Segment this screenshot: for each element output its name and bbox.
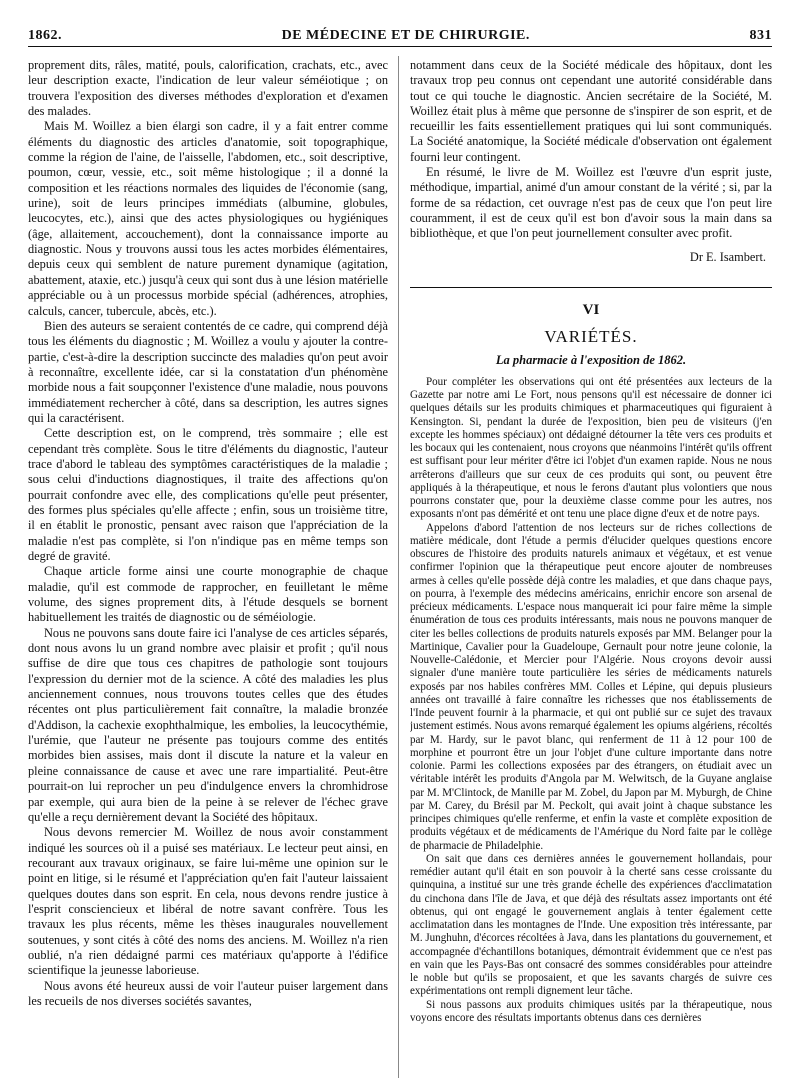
article-subheading: La pharmacie à l'exposition de 1862.	[495, 352, 687, 367]
paragraph: Appelons d'abord l'attention de nos lecteurs sur de riches collections de matière médicale, dont l'étude a permis d'élucider quelques questions encore obscures de l'histoire des produits naturels animaux et végétaux, et est venue confirmer l'opinion que la thérapeutique peut encore ajouter de nombreuses armes à celles qu'elle possède déjà contre les maladies, et que dans chaque pays, on pourra, à l'exemple des médecins américains, enrichir encore son arsenal de précieux médicaments. L'espace nous manquerait ici pour faire même la simple énumération de tous ces produits intéressants, mais nous ne pouvons manquer de citer les belles collections de produits naturels exposés par MM. Belanger pour la Martinique, Cavalier pour la Guadeloupe, Gernault pour notre jeune colonie, la Nouvelle-Calédonie, et Mercier pour l'Algérie. Nous croyons devoir aussi signaler d'une manière toute particulière les séries de médicaments naturels exposés par nos habiles confrères MM. Colles et Lépine, qui depuis plusieurs années ont travaillé à faire connaître les richesses que nos établissements de l'Inde peuvent fournir à la pharmacie, et qui ont publié sur ce sujet des travaux justement estimés. Nous avons remarqué également les opiums algériens, récoltés par M. Hardy, sur le pavot blanc, qui renferment de 11 à 12 pour 100 de morphine et pourront être un jour l'objet d'une culture importante dans notre colonie. Parmi les collections exposées par des étrangers, on étudiait avec un véritable intérêt les produits d'Angola par M. Welwitsch, de la Guyane anglaise par M. M'Clintock, de Manille par M. Zobel, du Japon par M. Myburgh, de Chine par M. Carey, du Brésil par M. Peckolt, qui avait joint à chaque substance les principes chimiques qu'elle renferme, et enfin la vaste et complète exposition de produits végétaux et de médicaments de l'Amérique du Nord faite par le collège de pharmacie de Philadelphie.	[410, 521, 772, 852]
left-column	[28, 58, 388, 1078]
paragraph: Nous avons été heureux aussi de voir l'auteur puiser largement dans les recueils de nos diverses sociétés savantes,	[28, 978, 388, 1008]
paragraph: On sait que dans ces dernières années le gouvernement hollandais, pour remédier autant qu'il était en son pouvoir à la cherté sans cesse croissante du quinquina, a institué sur une très grande échelle des expériences d'acclimatation du cinchona dans l'île de Java, et que déjà des résultats assez importants ont été obtenus, qui ont engagé le gouvernement anglais à tenter également cette acclimatation dans les montagnes de l'Inde. Une exposition très intéressante, par M. Junghuhn, d'écorces récoltées à Java, dans les plantations du gouvernement, et accompagnée d'échantillons botaniques, démontrait évidemment que ce n'est pas en vain que les Pays-Bas ont consacré des sommes considérables pour atteindre le noble but qu'ils se proposaient, et que les savants chargés de suivre ces expérimentations ont rempli dignement leur tâche.	[410, 852, 772, 998]
paragraph: Nous ne pouvons sans doute faire ici l'analyse de ces articles séparés, dont nous avons lu un grand nombre avec plaisir et profit ; qu'il nous suffise de dire que tous ces chapitres de pathologie sont toujours l'expression du dernier mot de la science. A côté des maladies les plus anciennement connues, nous trouvons toutes celles que des études récentes ont plus particulièrement fait connaître, la maladie bronzée d'Addison, la cachexie exophthalmique, les embolies, la leucocythémie, l'urémie, que l'auteur ne présente pas toujours comme des entités morbides bien assises, mais dont il discute la nature et la valeur en pleine connaissance de cause et avec une rare impartialité. Peut-être pourrait-on lui reprocher un peu d'indulgence envers la chromhidrose par exemple, qui aura bien de la peine à se relever de l'échec grave qu'elle a reçu dernièrement devant la Société des hôpitaux.	[28, 625, 388, 824]
review-conclusion	[410, 58, 772, 265]
paragraph: En résumé, le livre de M. Woillez est l'œuvre d'un esprit juste, méthodique, impartial, animé d'un amour constant de la vérité ; si, par la forme de sa rédaction, cet ouvrage n'est pas de ceux que l'on peut lire couramment, il est de ceux qu'il est bon d'avoir sous la main dans sa bibliothèque, et que l'on peut journellement consulter avec profit.	[410, 165, 772, 241]
paragraph: notamment dans ceux de la Société médicale des hôpitaux, dont les travaux trop peu connus ont cependant une autorité considérable dans tout ce qui touche le diagnostic. Ancien secrétaire de la Société, M. Woillez était plus à même que personne de s'inspirer de son esprit, et de recueillir les faits essentiellement pratiques qui lui sont communiqués. La Société anatomique, la Société médicale d'observation ont également fourni leur contingent.	[410, 58, 772, 164]
section-separator	[410, 287, 772, 288]
paragraph: Bien des auteurs se seraient contentés de ce cadre, qui comprend déjà tous les éléments du diagnostic ; M. Woillez a voulu y ajouter la contre-partie, c'est-à-dire la description succincte des maladies qu'on peut avoir à reconnaître, excellente idée, car si la constatation d'un phénomène morbide nous a fait soupçonner l'existence d'une maladie, nous pouvons immédiatement rechercher à côté, dans sa description, les autres signes qui la caractérisent.	[28, 318, 388, 425]
paragraph: Nous devons remercier M. Woillez de nous avoir constamment indiqué les sources où il a puisé ses matériaux. Le lecteur peut ainsi, en recourant aux travaux originaux, se faire lui-même une opinion sur le point en litige, si le résumé et l'appréciation qu'en fait l'auteur laissaient quelques doutes dans son esprit. En cela, nous devons rendre justice à l'esprit consciencieux et libéral de notre savant confrère. Tous les travaux les plus récents, même les thèses inaugurales nouvellement soutenues, y sont cités à côté des noms des anciens. M. Woillez n'a rien oublié, n'a rien dédaigné parmi ces matériaux qu'apporte à l'édifice scientifique la jeunesse laborieuse.	[28, 825, 388, 978]
paragraph: Cette description est, on le comprend, très sommaire ; elle est cependant très complète. Sous le titre d'éléments du diagnostic, l'auteur trace d'abord le tableau des symptômes caractéristiques de la maladie ; sous celui d'inductions diagnostiques, il traite des affections qu'on pourrait confondre avec elle, des complications qu'elle peut présenter, des formes plus spéciales qu'elle affecte ; enfin, sous un troisième titre, il en établit le pronostic, pensant avec raison que l'appréciation de la maladie n'est pas complète, si l'on n'indique pas en même temps son degré de gravité.	[28, 426, 388, 563]
author-signature: Dr E. Isambert.	[689, 249, 766, 264]
paragraph: Mais M. Woillez a bien élargi son cadre, il y a fait entrer comme éléments du diagnostic des articles d'anatomie, soit topographique, comme la région de l'aine, de l'aisselle, l'abdomen, etc., soit descriptive, poumon, cœur, vessie, etc., soit même histologique ; il a donné la composition et les réactions normales des liquides de l'économie (sang, urine), soit de leurs principes immédiats (albumine, globules, leucocytes, etc.), ainsi que des actes physiologiques ou hygiéniques (âge, allaitement, accouchement), dont la connaissance importe au diagnostic. Nous y trouvons aussi tous les actes morbides élémentaires, depuis ceux qui semblent de nature purement dynamique (agitation, abattement, ataxie, etc.) jusqu'à ceux qui sont dus à une lésion matérielle appréciable ou à un processus morbide spécial (adhérences, atrophies, calculs, cancer, tubercule, abcès, etc.).	[28, 119, 388, 318]
column-divider	[398, 56, 399, 1078]
paragraph: Si nous passons aux produits chimiques usités par la thérapeutique, nous voyons encore des résultats importants obtenus dans ces dernières	[410, 998, 772, 1024]
right-column	[410, 58, 772, 1078]
page-number: 831	[749, 28, 772, 43]
paragraph: proprement dits, râles, matité, pouls, calorification, crachats, etc., avec leur description exacte, l'indication de leur valeur séméiotique ; on trouvera l'exposition des diverses méthodes d'exploration et d'examen des malades.	[28, 58, 388, 119]
running-header	[28, 22, 772, 47]
section-number: VI	[582, 301, 600, 318]
article-body	[410, 376, 772, 1025]
section-title: VARIÉTÉS.	[544, 326, 638, 346]
paragraph: Pour compléter les observations qui ont été présentées aux lecteurs de la Gazette par notre ami Le Fort, nous pensons qu'il est nécessaire de donner ici quelques détails sur les produits chimiques et pharmaceutiques qui figuraient à Kensington. Si, pendant la durée de l'exposition, bien peu de visiteurs (j'en excepte les hommes spéciaux) ont dédaigné détourner la tête vers ces produits et les bocaux qui les contenaient, nous croyons que néanmoins l'intérêt qu'ils offrent est suffisant pour leur mériter d'être ici l'objet d'un examen rapide. Nous ne nous arrêterons d'ailleurs que sur ceux de ces produits qui sont, ou peuvent être appliqués à la thérapeutique, et nous le ferons d'autant plus volontiers que nous pourrons constater que, pour la deuxième classe comme pour les autres, nos exposants n'ont pas démérité et ont tenu une place digne d'eux et de notre pays.	[410, 375, 772, 521]
header-title: DE MÉDECINE ET DE CHIRURGIE.	[281, 28, 530, 43]
paragraph: Chaque article forme ainsi une courte monographie de chaque maladie, qu'il est commode de rapprocher, en feuilletant le même volume, des signes proprement dits, à l'étude desquels se bornent habituellement les traités de diagnostic ou de séméiologie.	[28, 564, 388, 625]
header-year: 1862.	[28, 28, 62, 43]
